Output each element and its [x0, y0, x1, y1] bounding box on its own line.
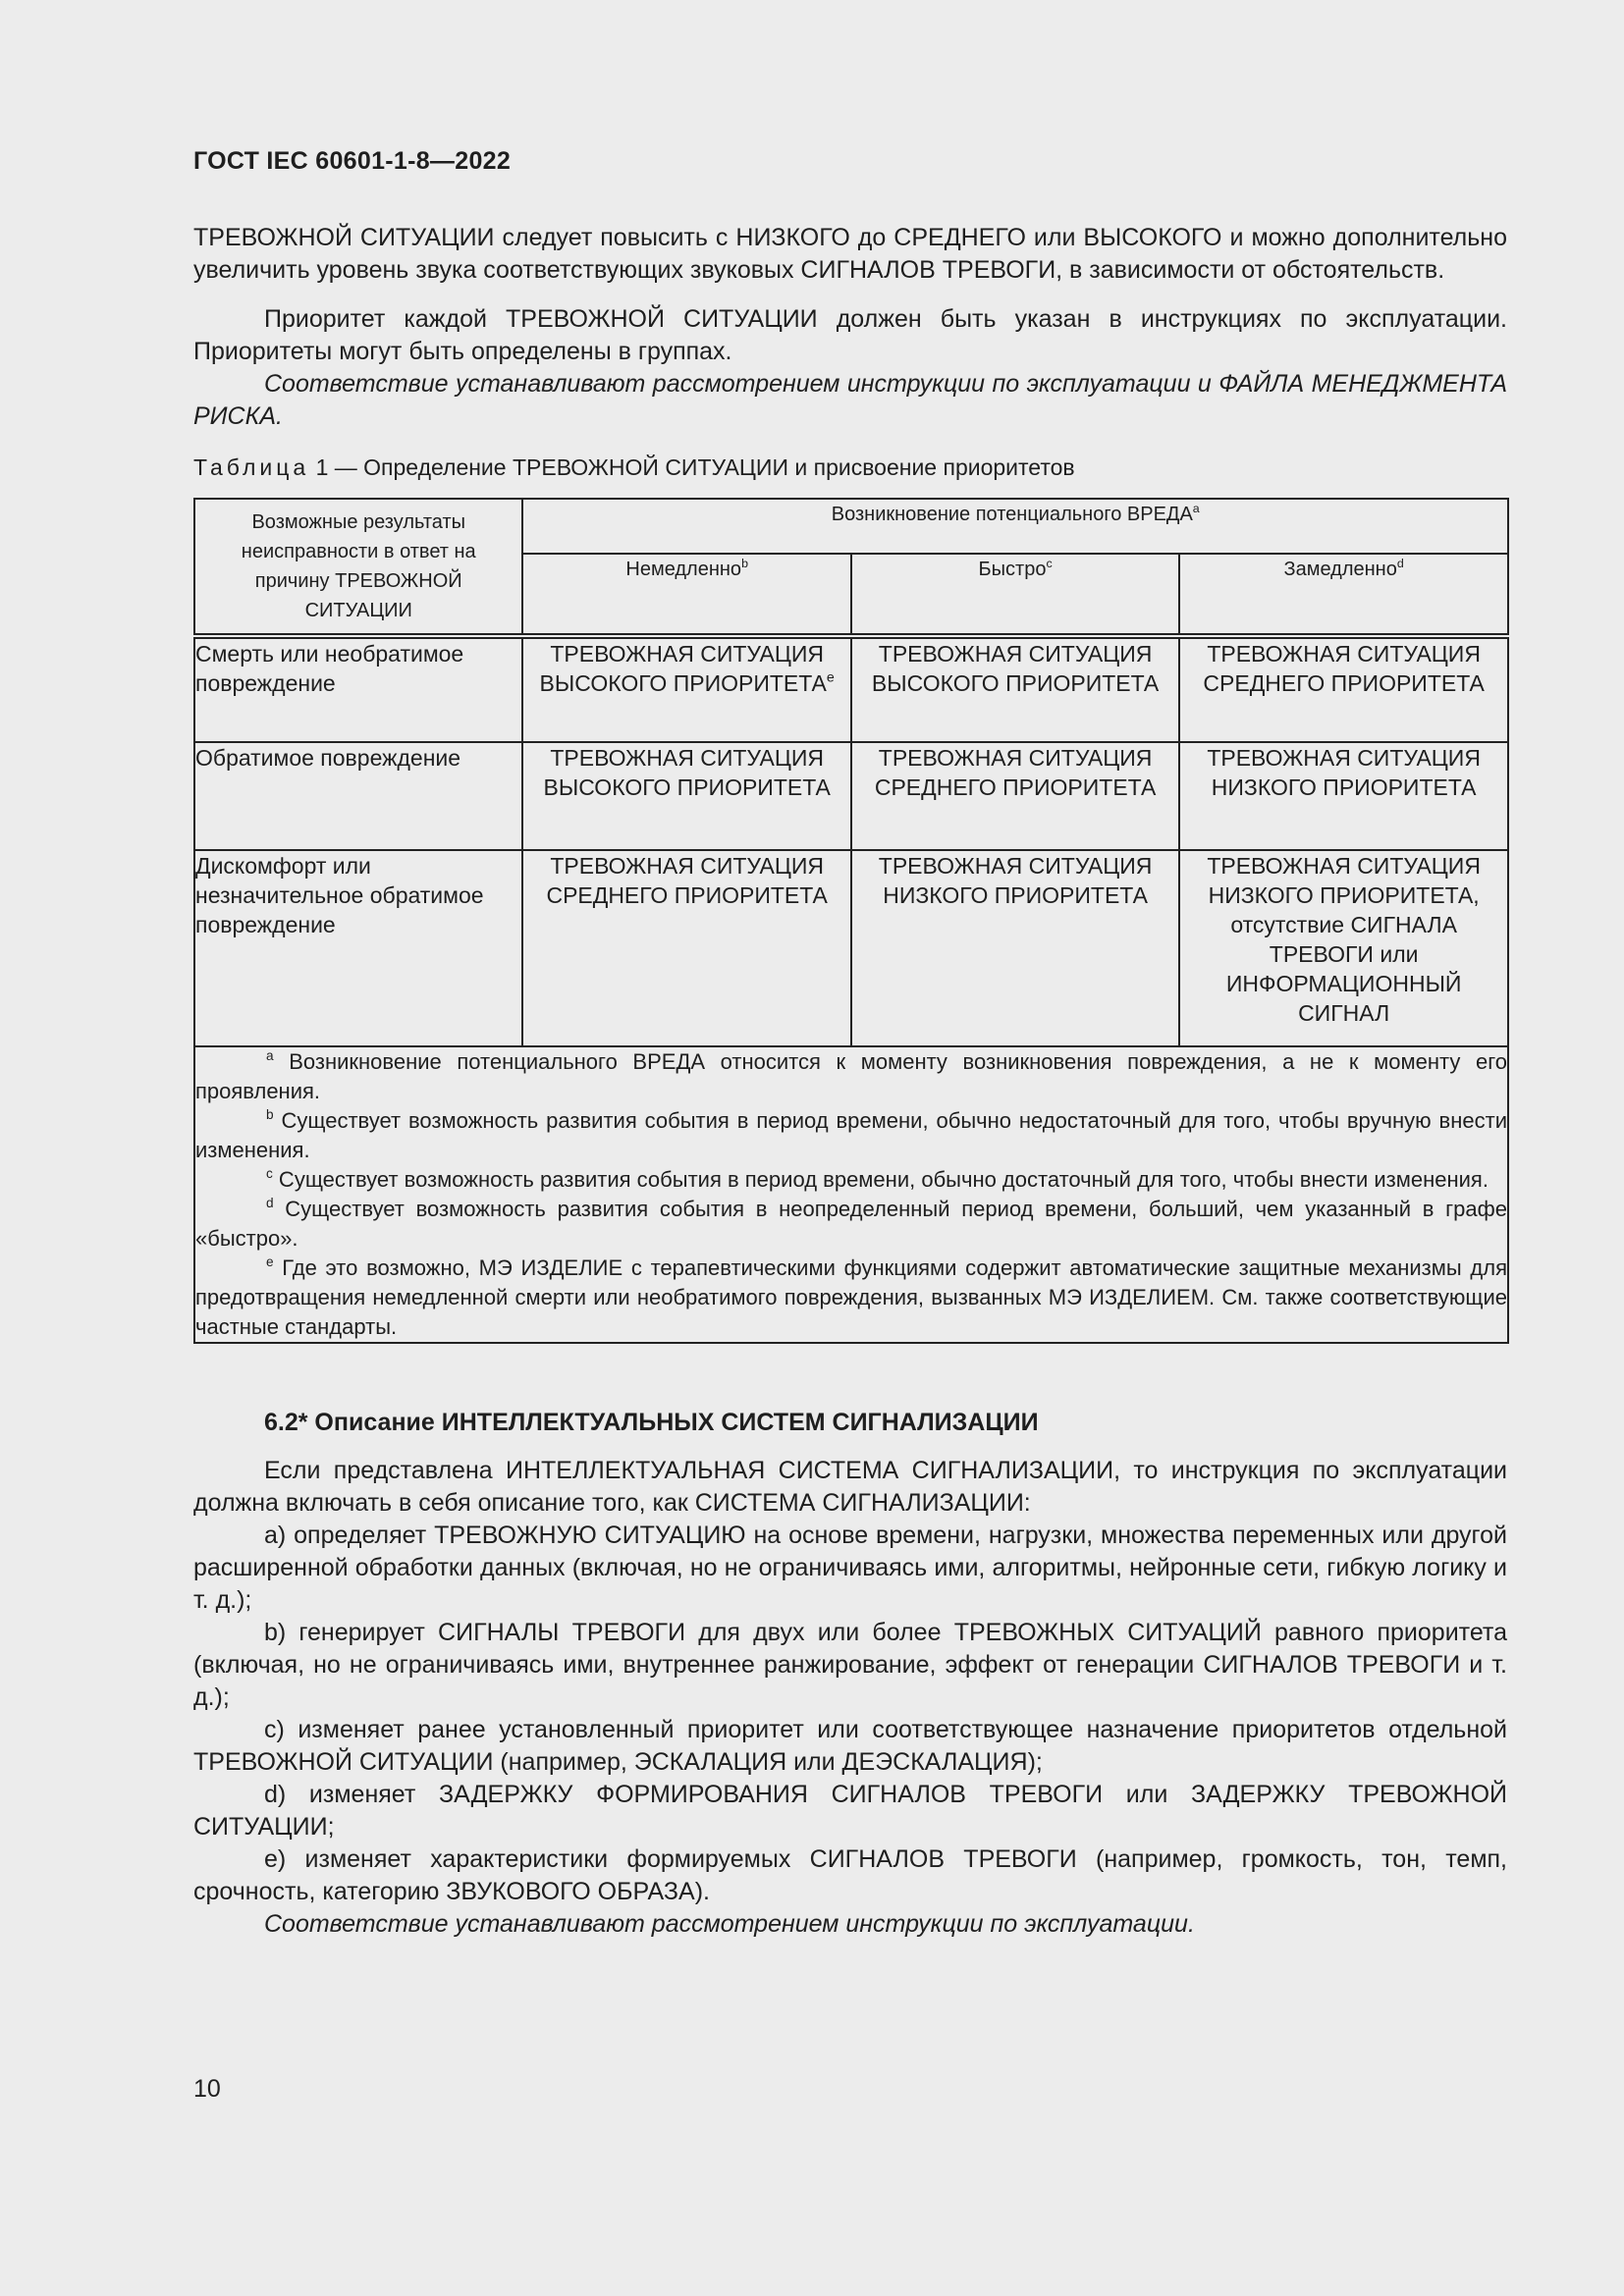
row-label: Обратимое повреждение: [194, 742, 522, 850]
priority-cell: ТРЕВОЖНАЯ СИТУАЦИЯ СРЕДНЕГО ПРИОРИТЕТА: [1179, 636, 1508, 742]
priority-cell: ТРЕВОЖНАЯ СИТУАЦИЯ НИЗКОГО ПРИОРИТЕТА: [1179, 742, 1508, 850]
footnote: $^a$ Возникновение потенциального ВРЕДА относится к моменту возникновения повреждения, а не к моменту его проявления.: [195, 1048, 1507, 1103]
table-caption-label: Таблица: [193, 454, 310, 480]
footnote: $^d$ Существует возможность развития события в неопределенный период времени, больший, чем указанный в графе «быстро».: [195, 1196, 1507, 1251]
table-header-row: [194, 499, 1508, 554]
header-delayed: Замедленно$^d$: [1179, 554, 1508, 636]
header-harm-onset: Возникновение потенциального ВРЕДА$^a$: [522, 499, 1508, 554]
priority-cell: ТРЕВОЖНАЯ СИТУАЦИЯ СРЕДНЕГО ПРИОРИТЕТА: [851, 742, 1179, 850]
priority-cell: ТРЕВОЖНАЯ СИТУАЦИЯ ВЫСОКОГО ПРИОРИТЕТА: [522, 742, 850, 850]
table-caption-text: 1 — Определение ТРЕВОЖНОЙ СИТУАЦИИ и присвоение приоритетов: [309, 454, 1075, 480]
table-row: [194, 850, 1508, 1046]
row-label: Дискомфорт или незначительное обратимое повреждение: [194, 850, 522, 1046]
row-label: Смерть или необратимое повреждение: [194, 636, 522, 742]
section-title: 6.2* Описание ИНТЕЛЛЕКТУАЛЬНЫХ СИСТЕМ СИГНАЛИЗАЦИИ: [264, 1409, 1039, 1436]
table-row: [194, 636, 1508, 742]
table-footnotes: [194, 1046, 1508, 1343]
intro-paragraph-2: Приоритет каждой ТРЕВОЖНОЙ СИТУАЦИИ должен быть указан в инструкциях по эксплуатации. Приоритеты могут быть определены в группах.: [193, 305, 1507, 365]
document-header: ГОСТ IEC 60601-1-8—2022: [193, 147, 512, 175]
list-item: b) генерирует СИГНАЛЫ ТРЕВОГИ для двух или более ТРЕВОЖНЫХ СИТУАЦИЙ равного приоритета (включая, но не ограничиваясь ими, внутреннее ранжирование, эффект от генерации СИГНАЛОВ ТРЕВОГИ и т. д.);: [193, 1619, 1507, 1711]
footnote: $^b$ Существует возможность развития события в период времени, обычно недостаточный для того, чтобы вручную внести изменения.: [195, 1107, 1507, 1162]
page-number: 10: [193, 2075, 221, 2103]
priority-cell: ТРЕВОЖНАЯ СИТУАЦИЯ СРЕДНЕГО ПРИОРИТЕТА: [522, 850, 850, 1046]
header-prompt: Быстро$^c$: [851, 554, 1179, 636]
intro-compliance: Соответствие устанавливают рассмотрением инструкции по эксплуатации и ФАЙЛА МЕНЕДЖМЕНТА РИСКА.: [193, 370, 1507, 430]
priority-cell: ТРЕВОЖНАЯ СИТУАЦИЯ НИЗКОГО ПРИОРИТЕТА, отсутствие СИГНАЛА ТРЕВОГИ или ИНФОРМАЦИОННЫЙ СИГНАЛ: [1179, 850, 1508, 1046]
section-intro: Если представлена ИНТЕЛЛЕКТУАЛЬНАЯ СИСТЕМА СИГНАЛИЗАЦИИ, то инструкция по эксплуатации должна включать в себя описание того, как СИСТЕМА СИГНАЛИЗАЦИИ:: [193, 1457, 1507, 1517]
list-item: а) определяет ТРЕВОЖНУЮ СИТУАЦИЮ на основе времени, нагрузки, множества переменных или другой расширенной обработки данных (включая, но не ограничиваясь ими, алгоритмы, нейронные сети, гибкую логику и т. д.);: [193, 1522, 1507, 1614]
section-compliance: Соответствие устанавливают рассмотрением инструкции по эксплуатации.: [264, 1910, 1195, 1938]
footnote: $^c$ Существует возможность развития события в период времени, обычно достаточный для того, чтобы внести изменения.: [266, 1166, 1489, 1192]
priority-cell: ТРЕВОЖНАЯ СИТУАЦИЯ НИЗКОГО ПРИОРИТЕТА: [851, 850, 1179, 1046]
table-notes-row: [194, 1046, 1508, 1343]
priority-cell: ТРЕВОЖНАЯ СИТУАЦИЯ ВЫСОКОГО ПРИОРИТЕТА$^e$: [522, 636, 850, 742]
footnote: $^e$ Где это возможно, МЭ ИЗДЕЛИЕ с терапевтическими функциями содержит автоматические защитные механизмы для предотвращения немедленной смерти или необратимого повреждения, вызванных МЭ ИЗДЕЛИЕМ. См. также соответствующие частные стандарты.: [195, 1255, 1507, 1339]
section-body: [193, 1455, 1507, 1941]
list-item: e) изменяет характеристики формируемых СИГНАЛОВ ТРЕВОГИ (например, громкость, тон, темп, срочность, категорию ЗВУКОВОГО ОБРАЗА).: [193, 1845, 1507, 1905]
header-failure-results: Возможные результаты неисправности в ответ на причину ТРЕВОЖНОЙ СИТУАЦИИ: [194, 499, 522, 636]
header-immediate: Немедленно$^b$: [522, 554, 850, 636]
priority-table: [193, 498, 1509, 1344]
table-caption: [193, 454, 1075, 481]
intro-paragraph-1: ТРЕВОЖНОЙ СИТУАЦИИ следует повысить с НИЗКОГО до СРЕДНЕГО или ВЫСОКОГО и можно дополнительно увеличить уровень звука соответствующих звуковых СИГНАЛОВ ТРЕВОГИ, в зависимости от обстоятельств.: [193, 224, 1507, 284]
list-item: c) изменяет ранее установленный приоритет или соответствующее назначение приоритетов отдельной ТРЕВОЖНОЙ СИТУАЦИИ (например, ЭСКАЛАЦИЯ или ДЕЭСКАЛАЦИЯ);: [193, 1716, 1507, 1776]
list-item: d) изменяет ЗАДЕРЖКУ ФОРМИРОВАНИЯ СИГНАЛОВ ТРЕВОГИ или ЗАДЕРЖКУ ТРЕВОЖНОЙ СИТУАЦИИ;: [193, 1781, 1507, 1841]
table-row: [194, 742, 1508, 850]
priority-cell: ТРЕВОЖНАЯ СИТУАЦИЯ ВЫСОКОГО ПРИОРИТЕТА: [851, 636, 1179, 742]
